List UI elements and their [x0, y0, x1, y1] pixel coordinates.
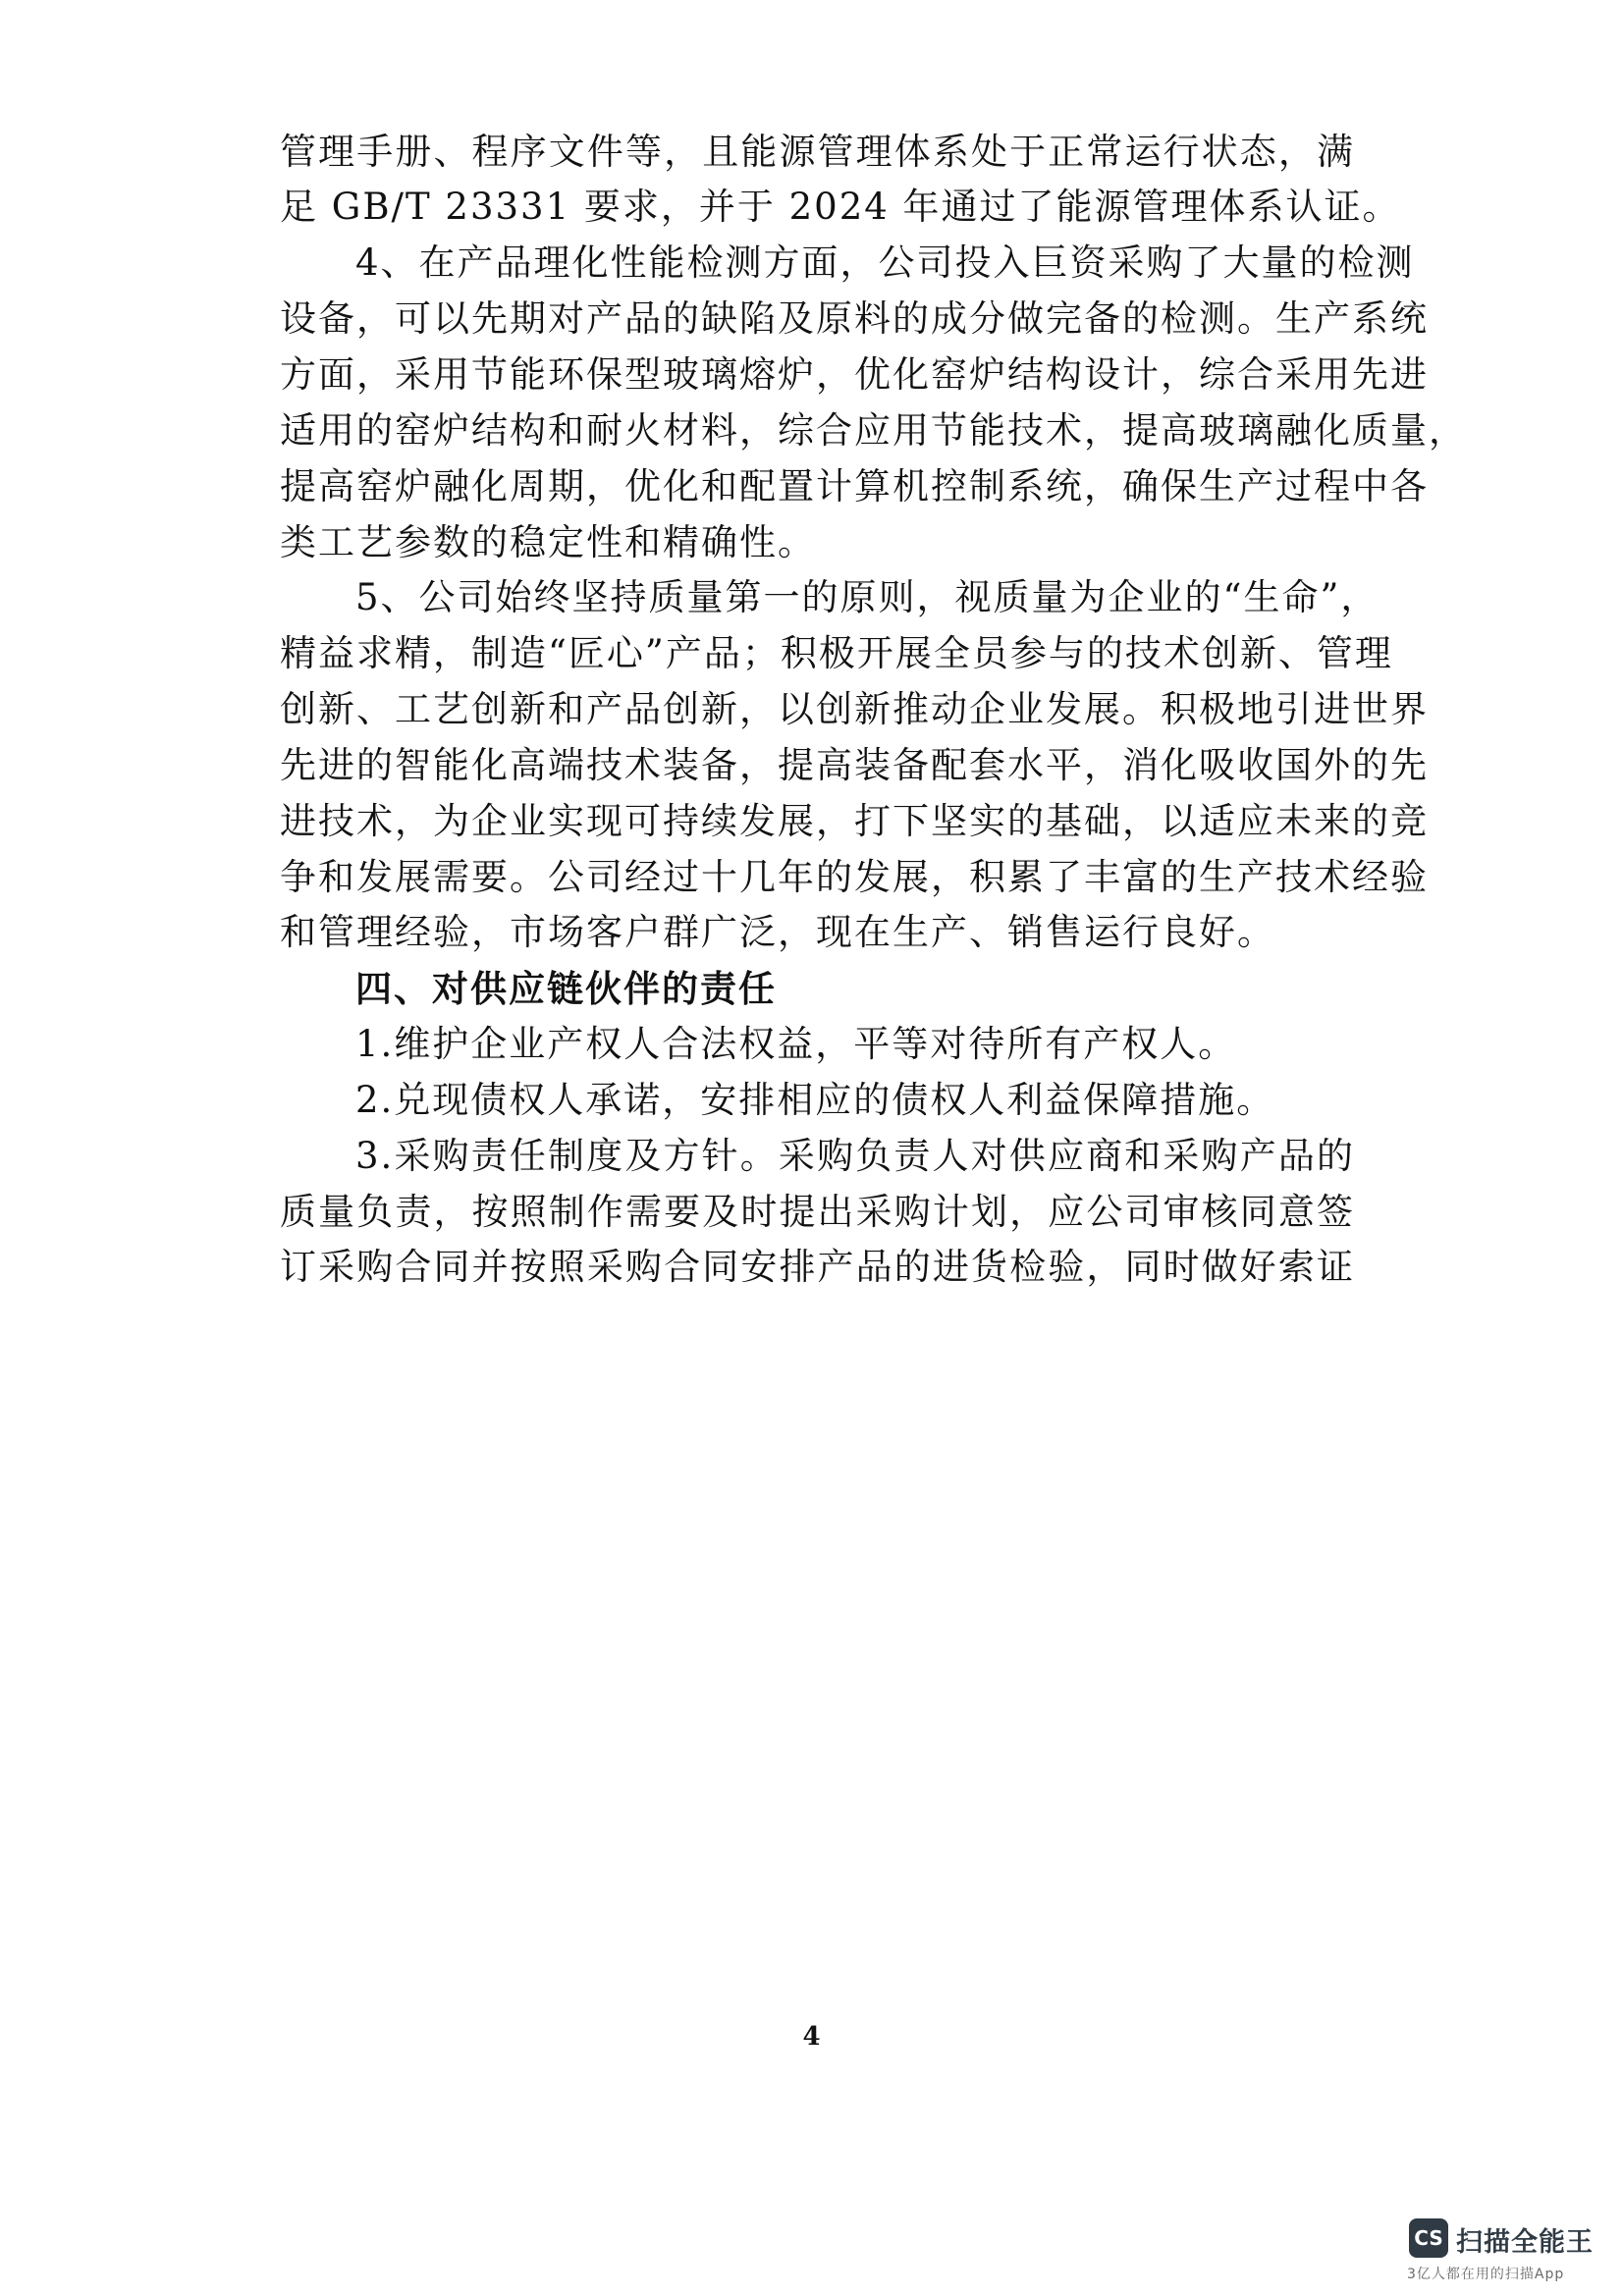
body-line: 订采购合同并按照采购合同安排产品的进货检验，同时做好索证: [280, 1246, 1355, 1288]
body-line: 设备，可以先期对产品的缺陷及原料的成分做完备的检测。生产系统: [280, 297, 1429, 340]
list-item: 1.维护企业产权人合法权益，平等对待所有产权人。: [355, 1023, 1237, 1065]
body-line: 精益求精，制造“匠心”产品；积极开展全员参与的技术创新、管理: [280, 632, 1393, 674]
watermark-subtitle: 3亿人都在用的扫描App: [1407, 2267, 1565, 2282]
body-line: 方面，采用节能环保型玻璃熔炉，优化窑炉结构设计，综合采用先进: [280, 353, 1429, 396]
section-heading: 四、对供应链伙伴的责任: [355, 967, 777, 1010]
body-line: 类工艺参数的稳定性和精确性。: [280, 521, 816, 563]
paragraph-first-line: 5、公司始终坚持质量第一的原则，视质量为企业的“生命”，: [355, 576, 1380, 618]
body-line: 创新、工艺创新和产品创新，以创新推动企业发展。积极地引进世界: [280, 688, 1429, 730]
body-line: 提高窑炉融化周期，优化和配置计算机控制系统，确保生产过程中各: [280, 465, 1429, 507]
body-line: 进技术，为企业实现可持续发展，打下坚实的基础，以适应未来的竞: [280, 800, 1429, 842]
scanner-watermark: [1399, 2216, 1605, 2285]
paragraph-first-line: 4、在产品理化性能检测方面，公司投入巨资采购了大量的检测: [355, 241, 1415, 284]
body-line: 适用的窑炉结构和耐火材料，综合应用节能技术，提高玻璃融化质量，: [280, 409, 1467, 452]
watermark-title: 扫描全能王: [1456, 2227, 1594, 2258]
camscanner-logo-icon: CS: [1409, 2218, 1448, 2258]
list-item: 2.兑现债权人承诺，安排相应的债权人利益保障措施。: [355, 1079, 1275, 1121]
list-item: 3.采购责任制度及方针。采购负责人对供应商和采购产品的: [355, 1135, 1355, 1177]
body-line: 和管理经验，市场客户群广泛，现在生产、销售运行良好。: [280, 911, 1275, 953]
body-line: 先进的智能化高端技术装备，提高装备配套水平，消化吸收国外的先: [280, 744, 1429, 786]
page-number: 4: [802, 2022, 821, 2052]
body-line: 质量负责，按照制作需要及时提出采购计划，应公司审核同意签: [280, 1191, 1355, 1233]
body-line: 足 GB/T 23331 要求，并于 2024 年通过了能源管理体系认证。: [280, 186, 1401, 228]
body-line: 争和发展需要。公司经过十几年的发展，积累了丰富的生产技术经验: [280, 856, 1429, 898]
body-line: 管理手册、程序文件等，且能源管理体系处于正常运行状态，满: [280, 131, 1355, 173]
